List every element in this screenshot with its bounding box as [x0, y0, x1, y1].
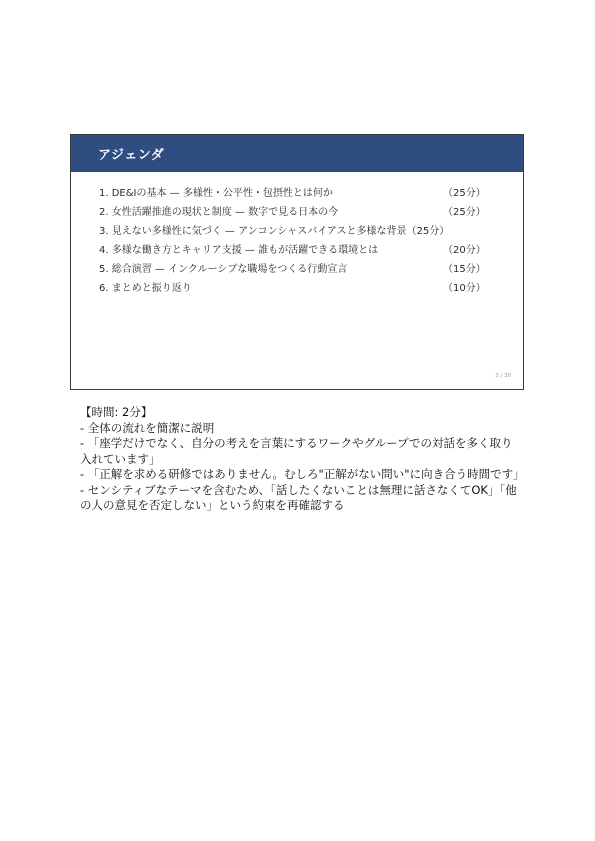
- agenda-item-text: 2. 女性活躍推進の現状と制度 — 数字で見る日本の今: [99, 207, 339, 218]
- agenda-item-time: （15分）: [443, 264, 486, 275]
- agenda-item-6: [99, 279, 519, 298]
- agenda-item-2: [99, 203, 519, 222]
- agenda-item-time: （25分）: [443, 207, 486, 218]
- agenda-item-time: （20分）: [443, 245, 486, 256]
- notes-line: - センシティブなテーマを含むため、「話したくないことは無理に話さなくてOK」「他の人の意見を否定しない」という約束を再確認する: [80, 482, 517, 512]
- agenda-item-text: 6. まとめと振り返り: [99, 283, 192, 294]
- agenda-item-text: 1. DE&Iの基本 — 多様性・公平性・包摂性とは何か: [99, 188, 333, 199]
- slide-title: アジェンダ: [98, 148, 165, 163]
- agenda-item-time: （10分）: [443, 283, 486, 294]
- notes-line: - 「正解を求める研修ではありません。むしろ"正解がない問い"に向き合う時間です」: [80, 467, 525, 481]
- slide: [70, 134, 524, 390]
- agenda-item-3: [99, 222, 519, 241]
- slide-header: [71, 135, 523, 172]
- notes-time: 【時間: 2分】: [80, 405, 153, 419]
- page-number: 3 / 30: [495, 373, 511, 379]
- agenda-item-text: 5. 総合演習 — インクルーシブな職場をつくる行動宣言: [99, 264, 348, 275]
- agenda-list: [99, 184, 519, 298]
- agenda-item-text: 3. 見えない多様性に気づく — アンコンシャスバイアスと多様な背景（25分）: [99, 226, 450, 237]
- agenda-item-text: 4. 多様な働き方とキャリア支援 — 誰もが活躍できる環境とは: [99, 245, 379, 256]
- agenda-item-1: [99, 184, 519, 203]
- agenda-item-4: [99, 241, 519, 260]
- agenda-item-time: （25分）: [443, 188, 486, 199]
- speaker-notes: [80, 405, 525, 514]
- agenda-item-5: [99, 260, 519, 279]
- notes-line: - 「座学だけでなく、自分の考えを言葉にするワークやグループでの対話を多く取り入れています」: [80, 436, 513, 466]
- notes-line: - 全体の流れを簡潔に説明: [80, 420, 215, 435]
